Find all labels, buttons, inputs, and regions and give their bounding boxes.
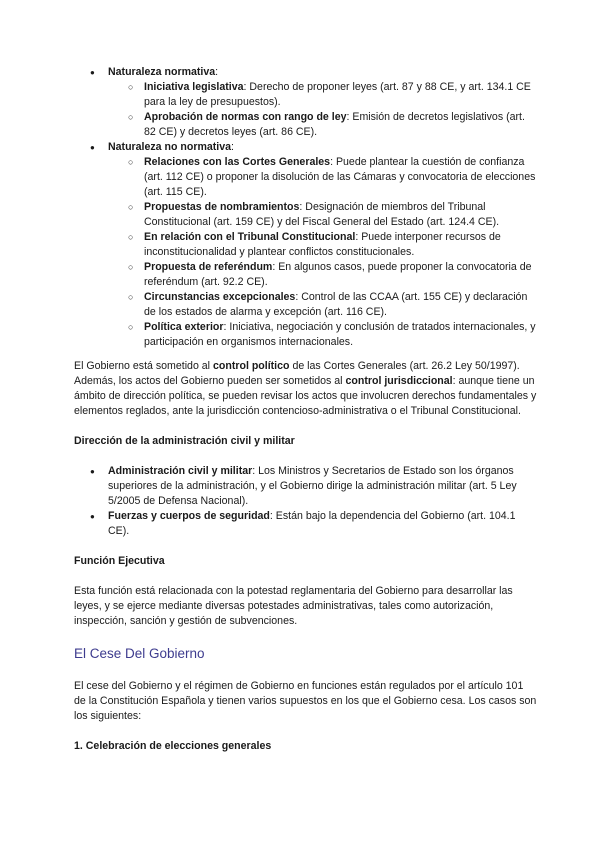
- section-heading-celebracion: 1. Celebración de elecciones generales: [74, 740, 272, 752]
- sub-list: [108, 155, 538, 350]
- sub-list-item: ○ Propuestas de nombramientos: Designación de miembros del Tribunal Constitucional (art. 159 CE) y del Fiscal General del Estado (art. 124.4 CE).: [74, 200, 538, 230]
- direccion-list: [74, 464, 538, 539]
- item-title: Naturaleza normativa: [108, 66, 216, 78]
- item-title: Naturaleza no normativa: [108, 141, 232, 153]
- section-heading-funcion: Función Ejecutiva: [74, 555, 165, 567]
- sub-list: [108, 80, 538, 140]
- functions-list: [74, 65, 538, 350]
- sub-list-item: ○ Política exterior: Iniciativa, negociación y conclusión de tratados internacionales, y participación en organismos internacionales.: [74, 320, 538, 350]
- cese-paragraph: El cese del Gobierno y el régimen de Gobierno en funciones están regulados por el artículo 101 de la Constitución Española y tienen varios supuestos en los que el Gobierno cesa. Los casos son los siguientes:: [74, 680, 537, 722]
- sub-list-item: ○ Aprobación de normas con rango de ley: Emisión de decretos legislativos (art. 82 CE) y decretos leyes (art. 86 CE).: [74, 110, 538, 140]
- sub-list-item: ○ Relaciones con las Cortes Generales: Puede plantear la cuestión de confianza (art. 112 CE) o proponer la disolución de las Cámaras y convocatoria de elecciones (art. 115 CE).: [74, 155, 538, 200]
- sub-list-item: ○ En relación con el Tribunal Constitucional: Puede interponer recursos de inconstitucionalidad y plantear conflictos constitucionales.: [74, 230, 538, 260]
- list-item: ● Administración civil y militar: Los Ministros y Secretarios de Estado son los órganos superiores de la administración, y el Gobierno dirige la administración militar (art. 5 Ley 5/2005 de Defensa Nacional).: [74, 464, 538, 509]
- list-item: ● Fuerzas y cuerpos de seguridad: Están bajo la dependencia del Gobierno (art. 104.1 CE).: [74, 509, 538, 539]
- funcion-paragraph: Esta función está relacionada con la potestad reglamentaria del Gobierno para desarrollar las leyes, y se ejerce mediante diversas potestades administrativas, tales como autorización, inspección, sanción y gestión de subvenciones.: [74, 585, 513, 627]
- list-item: ● Naturaleza normativa: ○ Iniciativa legislativa: Derecho de proponer leyes (art. 87 y 88 CE, y art. 134.1 CE para la ley de presupuestos). ○ Aprobación de normas con rango de ley: Emisión de decretos legislativos (art. 82 CE) y decretos leyes (art. 86 CE).: [74, 65, 538, 140]
- section-heading-direccion: Dirección de la administración civil y militar: [74, 435, 295, 447]
- sub-list-item: ○ Iniciativa legislativa: Derecho de proponer leyes (art. 87 y 88 CE, y art. 134.1 CE para la ley de presupuestos).: [74, 80, 538, 110]
- sub-list-item: ○ Propuesta de referéndum: En algunos casos, puede proponer la convocatoria de referéndum (art. 92.2 CE).: [74, 260, 538, 290]
- control-paragraph: El Gobierno está sometido al control político de las Cortes Generales (art. 26.2 Ley 50/1997). Además, los actos del Gobierno pueden ser sometidos al control jurisdiccional: aunque tiene un ámbito de dirección política, se pueden revisar los actos que involucren derechos fundamentales y elementos reglados, ante la jurisdicción contencioso-administrativa o el Tribunal Constitucional.: [74, 360, 537, 417]
- section-heading-cese: El Cese Del Gobierno: [74, 646, 205, 661]
- list-item: ● Naturaleza no normativa: ○ Relaciones con las Cortes Generales: Puede plantear la cuestión de confianza (art. 112 CE) o proponer la disolución de las Cámaras y convocatoria de elecciones (art. 115 CE). ○ Propuestas de nombramientos: Designación de miembros del Tribunal Constitucional (art. 159 CE) y del Fiscal General del Estado (art. 124.4 CE). ○ En relación con el Tribunal Constitucional: Puede interponer recursos de inconstitucionalidad y plantear conflictos constitucionales. ○ Propuesta de referéndum: En algunos casos, puede proponer la convocatoria de referéndum (art. 92.2 CE). ○ Circunstancias excepcionales: Control de las CCAA (art. 155 CE) y declaración de los estados de alarma y excepción (art. 116 CE). ○ Política exterior: Iniciativa, negociación y conclusión de tratados internacionales, y participación en organismos internacionales.: [74, 140, 538, 350]
- sub-list-item: ○ Circunstancias excepcionales: Control de las CCAA (art. 155 CE) y declaración de los estados de alarma y excepción (art. 116 CE).: [74, 290, 538, 320]
